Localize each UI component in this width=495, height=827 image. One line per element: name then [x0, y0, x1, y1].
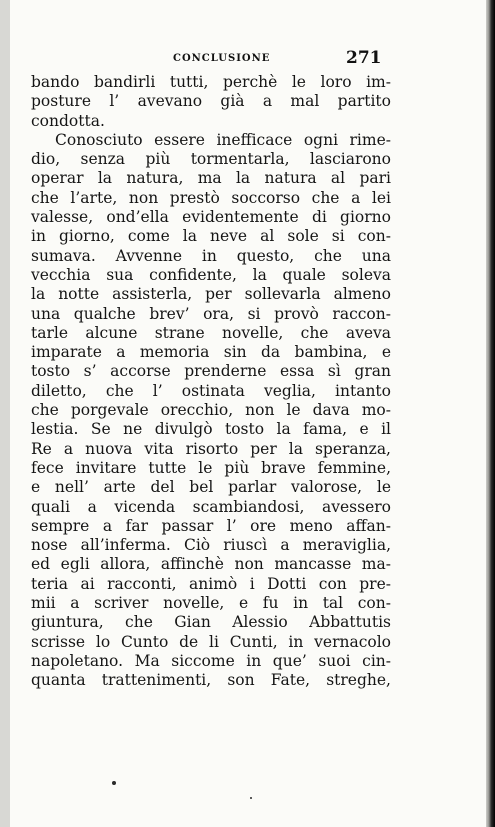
text-line: posture l’ avevano già a mal partito	[31, 92, 391, 111]
page-header	[30, 48, 390, 72]
running-head: CONCLUSIONE	[173, 53, 271, 64]
page-gutter-shadow	[486, 0, 495, 827]
page-left-margin-shadow	[0, 0, 10, 827]
text-line: dio, senza più tormentarla, lasciarono	[31, 150, 391, 169]
text-line: e nell’ arte del bel parlar valorose, le	[31, 478, 391, 497]
text-line: quali a vicenda scambiandosi, avessero	[31, 497, 391, 516]
text-line: napoletano. Ma siccome in que’ suoi cin-	[31, 651, 391, 670]
ink-speck	[112, 781, 116, 785]
text-line: condotta.	[31, 111, 105, 130]
text-line: bando bandirli tutti, perchè le loro im-	[31, 73, 391, 91]
text-line: diletto, che l’ ostinata veglia, intanto	[31, 381, 391, 400]
page-number: 271	[346, 48, 382, 68]
text-line: tarle alcune strane novelle, che aveva	[31, 323, 391, 342]
text-line: che l’arte, non prestò soccorso che a lei	[31, 188, 391, 207]
text-line: teria ai racconti, animò i Dotti con pre-	[31, 574, 391, 593]
text-line: valesse, ond’ella evidentemente di giorno	[31, 208, 391, 227]
text-line: lestia. Se ne divulgò tosto la fama, e il	[31, 420, 391, 439]
text-line: fece invitare tutte le più brave femmine,	[31, 458, 391, 477]
text-line: ed egli allora, affinchè non mancasse ma-	[31, 555, 391, 574]
text-line: operar la natura, ma la natura al pari	[31, 169, 391, 188]
text-line: quanta trattenimenti, son Fate, streghe,	[31, 671, 391, 690]
text-line: tosto s’ accorse prenderne essa sì gran	[31, 362, 391, 381]
text-line: una qualche brev’ ora, si provò raccon-	[31, 304, 391, 323]
text-line: sumava. Avvenne in questo, che una	[31, 246, 391, 265]
text-line: vecchia sua confidente, la quale soleva	[31, 265, 391, 284]
text-line: giuntura, che Gian Alessio Abbattutis	[31, 613, 391, 632]
text-line: scrisse lo Cunto de li Cunti, in vernacolo	[31, 632, 391, 651]
text-line: mii a scriver novelle, e fu in tal con-	[31, 594, 391, 613]
text-line: Conosciuto essere inefficace ogni rime-	[55, 130, 391, 149]
ink-speck	[250, 797, 252, 799]
text-line: sempre a far passar l’ ore meno affan-	[31, 516, 391, 535]
text-line: la notte assisterla, per sollevarla almeno	[31, 285, 391, 304]
text-line: che porgevale orecchio, non le dava mo-	[31, 401, 391, 420]
text-line: in giorno, come la neve al sole si con-	[31, 227, 391, 246]
text-line: nose all’inferma. Ciò riuscì a meraviglia,	[31, 536, 391, 555]
text-line: Re a nuova vita risorto per la speranza,	[31, 439, 391, 458]
text-line: imparate a memoria sin da bambina, e	[31, 343, 391, 362]
body-text	[31, 73, 391, 691]
